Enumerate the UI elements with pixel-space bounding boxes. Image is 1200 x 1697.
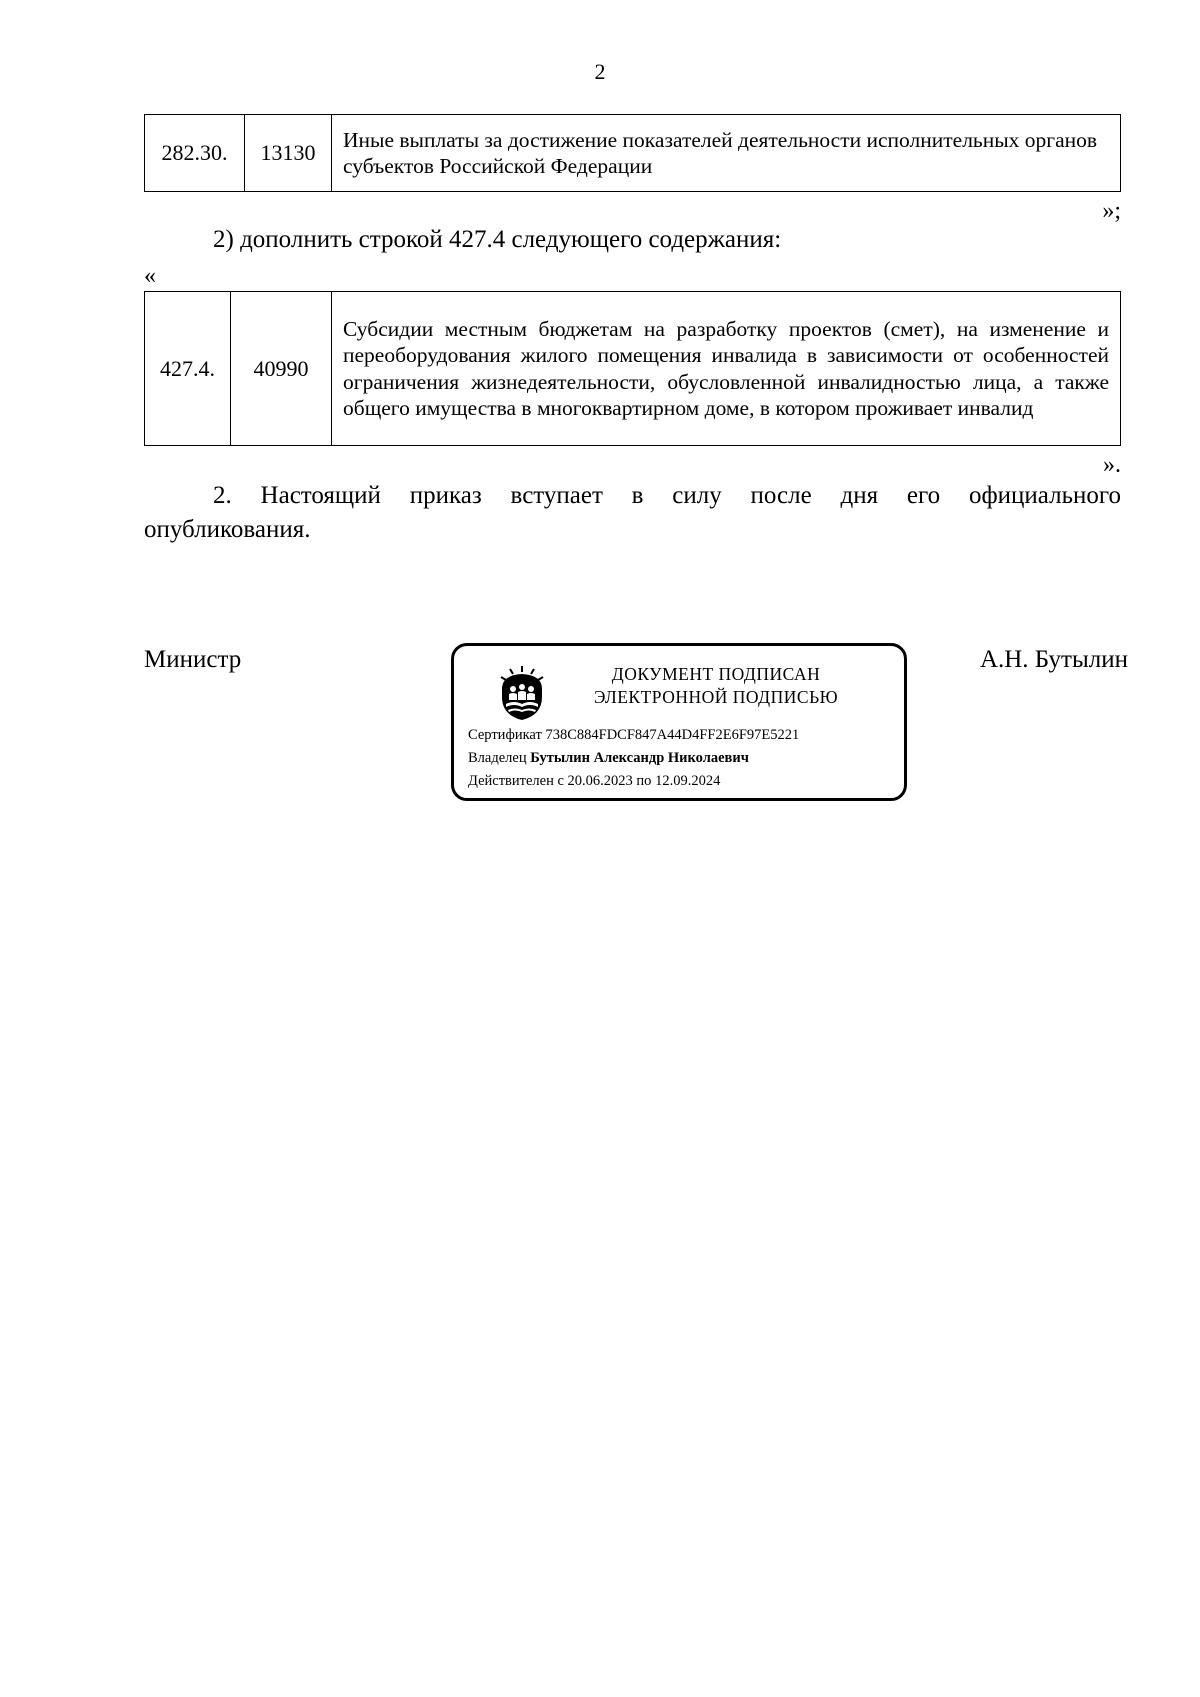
amendment-text: 2) дополнить строкой 427.4 следующего содержания: [213, 226, 782, 253]
signature-position: Министр [144, 646, 242, 673]
row-description: Иные выплаты за достижение показателей деятельности исполнительных органов субъектов Российской Федерации [332, 115, 1121, 192]
valid-to-date: 12.09.2024 [655, 773, 721, 789]
stamp-validity [468, 772, 720, 790]
stamp-title-line-1: ДОКУМЕНТ ПОДПИСАН [611, 664, 821, 684]
certificate-value: 738C884FDCF847A44D4FF2E6F97E5221 [545, 727, 800, 743]
paragraph-2-line-1: 2. Настоящий приказ вступает в силу после дня его официального [213, 482, 1121, 509]
page-number: 2 [594, 59, 606, 84]
row-description: Субсидии местным бюджетам на разработку проектов (смет), на изменение и переоборудования жилого помещения инвалида в зависимости от особенностей ограничения жизнедеятельности, обусловленной инвалидностью лица, а также общего имущества в многоквартирном доме, в котором проживает инвалид [332, 292, 1121, 446]
valid-label-to: по [636, 773, 652, 789]
certificate-label: Сертификат [468, 727, 542, 743]
stamp-owner [468, 749, 749, 767]
coat-of-arms-icon [492, 663, 552, 723]
valid-label-from: Действителен с [468, 773, 564, 789]
row-number: 282.30. [145, 115, 245, 192]
row-code: 40990 [231, 292, 332, 446]
closing-quote-2: ». [1103, 452, 1121, 478]
owner-label: Владелец [468, 750, 527, 766]
closing-quote-1: »; [1102, 198, 1121, 224]
row-code: 13130 [245, 115, 332, 192]
row-number: 427.4. [145, 292, 231, 446]
electronic-signature-stamp [451, 643, 907, 801]
table-row [145, 292, 1121, 446]
budget-table-2 [144, 291, 1121, 446]
paragraph-2-line-2: опубликования. [144, 516, 311, 543]
opening-quote-2: « [144, 263, 156, 289]
valid-from-date: 20.06.2023 [567, 773, 633, 789]
owner-value: Бутылин Александр Николаевич [530, 750, 749, 766]
table-row [145, 115, 1121, 192]
stamp-certificate [468, 726, 799, 744]
stamp-title-line-2: ЭЛЕКТРОННОЙ ПОДПИСЬЮ [593, 687, 839, 707]
budget-table-1 [144, 114, 1121, 192]
signature-name: А.Н. Бутылин [979, 646, 1128, 673]
